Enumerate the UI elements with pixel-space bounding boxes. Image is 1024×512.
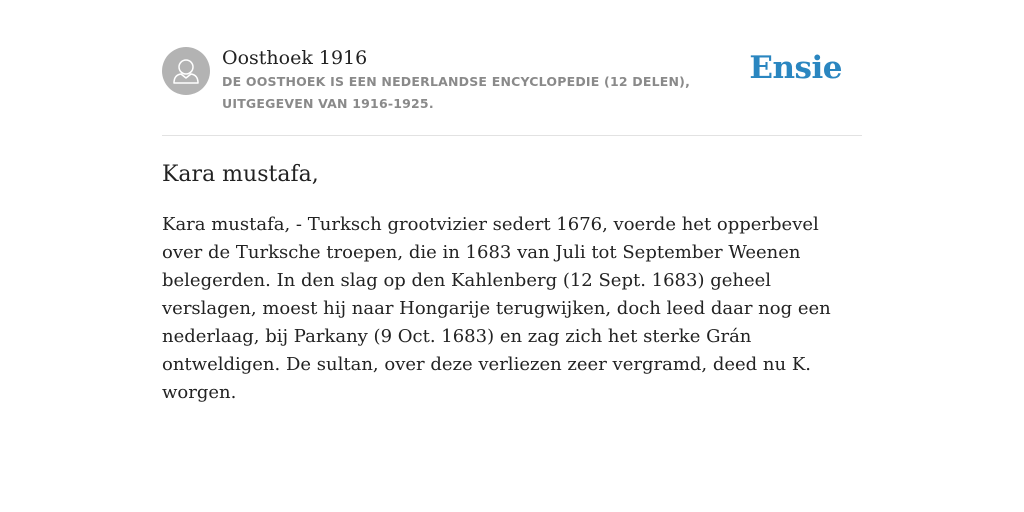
user-silhouette-icon xyxy=(162,47,210,95)
source-avatar[interactable] xyxy=(162,47,210,95)
article xyxy=(162,158,862,407)
source-description: DE OOSTHOEK IS EEN NEDERLANDSE ENCYCLOPEDIE (12 DELEN), UITGEGEVEN VAN 1916-1925. xyxy=(222,74,691,111)
ensie-logo[interactable]: Ensie xyxy=(749,50,842,86)
article-body: Kara mustafa, - Turksch grootvizier sedert 1676, voerde het opperbevel over de Turksche troepen, die in 1683 van Juli tot September Weenen belegerden. In den slag op den Kahlenberg (12 Sept. 1683) geheel verslagen, moest hij naar Hongarije terugwijken, doch leed daar nog een nederlaag, bij Parkany (9 Oct. 1683) en zag zich het sterke Grán ontweldigen. De sultan, over deze verliezen zeer vergramd, deed nu K. worgen. xyxy=(162,214,831,403)
source-header xyxy=(162,46,862,136)
article-title: Kara mustafa, xyxy=(162,162,319,187)
source-info xyxy=(222,46,752,115)
source-name-link[interactable]: Oosthoek 1916 xyxy=(222,47,368,69)
